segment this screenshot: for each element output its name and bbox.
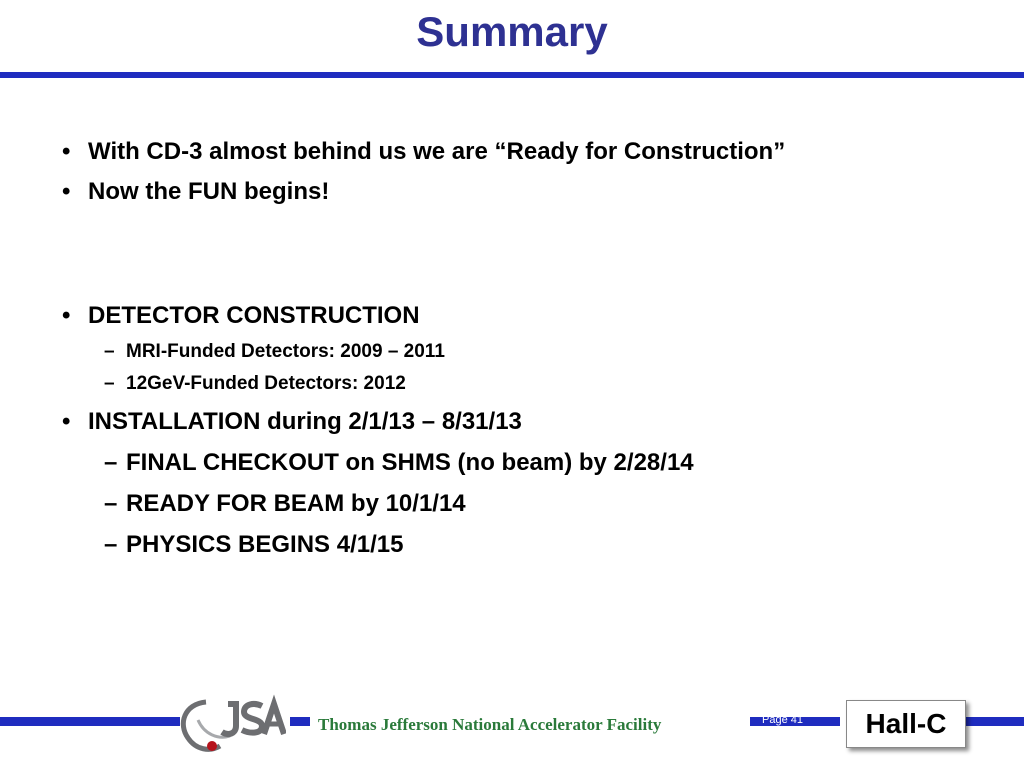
sub-item <box>104 531 403 559</box>
sub-item <box>104 373 406 395</box>
footer-rule-mid <box>290 717 310 726</box>
bullet-item <box>62 138 785 166</box>
page-number: Page 41 <box>762 714 803 726</box>
bullet-mark: • <box>62 302 71 329</box>
sub-mark: – <box>104 531 118 558</box>
hall-label-box <box>846 700 966 748</box>
bullet-mark: • <box>62 178 71 205</box>
facility-name: Thomas Jefferson National Accelerator Facility <box>318 715 662 734</box>
sub-mark: – <box>104 341 115 362</box>
sub-mark: – <box>104 490 118 517</box>
jsa-logo-graphic <box>176 690 286 760</box>
slide-title: Summary <box>416 8 608 55</box>
bullet-item <box>62 408 522 436</box>
sub-text: MRI-Funded Detectors: 2009 – 2011 <box>126 341 445 362</box>
sub-mark: – <box>104 449 118 476</box>
sub-mark: – <box>104 373 115 394</box>
logo-text: JSA <box>236 736 238 737</box>
sub-text: READY FOR BEAM by 10/1/14 <box>126 490 466 517</box>
bullet-text: With CD-3 almost behind us we are “Ready for Construction” <box>88 138 786 165</box>
title-divider <box>0 72 1024 78</box>
sub-item <box>104 490 466 518</box>
sub-text: FINAL CHECKOUT on SHMS (no beam) by 2/28/14 <box>126 449 694 476</box>
sub-text: PHYSICS BEGINS 4/1/15 <box>126 531 404 558</box>
footer-rule-end <box>966 717 1024 726</box>
sub-text: 12GeV-Funded Detectors: 2012 <box>126 373 406 394</box>
bullet-mark: • <box>62 408 71 435</box>
footer-rule-left <box>0 717 180 726</box>
bullet-mark: • <box>62 138 71 165</box>
jsa-logo <box>176 690 286 760</box>
sub-item <box>104 341 445 363</box>
bullet-item <box>62 178 329 206</box>
bullet-text: INSTALLATION during 2/1/13 – 8/31/13 <box>88 408 522 435</box>
bullet-text: Now the FUN begins! <box>88 178 330 205</box>
bullet-text: DETECTOR CONSTRUCTION <box>88 302 420 329</box>
hall-label: Hall-C <box>865 708 947 739</box>
bullet-item <box>62 302 420 330</box>
sub-item <box>104 449 694 477</box>
